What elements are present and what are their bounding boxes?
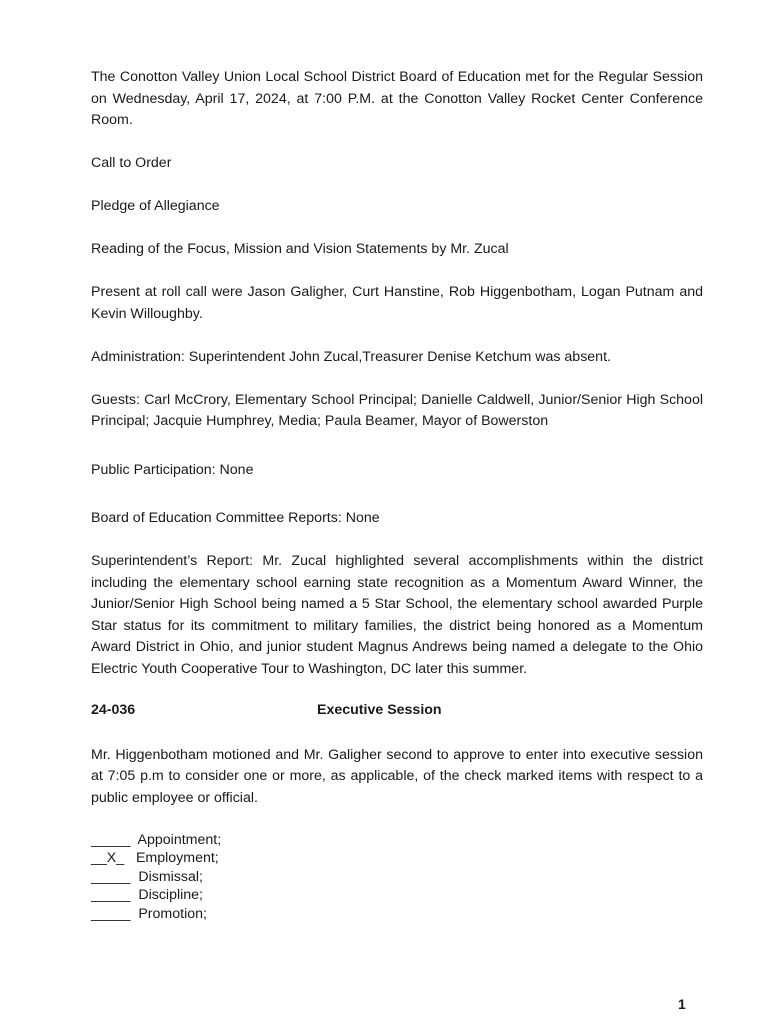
intro-paragraph: The Conotton Valley Union Local School District Board of Education met for the Regular Session on Wednesday, April 17, 2024, at 7:00 P.M. at the Conotton Valley Rocket Center Conference Room. xyxy=(91,69,703,128)
checklist-item-appointment: _____ Appointment; xyxy=(91,832,222,848)
checklist-item-promotion: _____ Promotion; xyxy=(91,905,207,922)
resolution-title: Executive Session xyxy=(317,701,442,718)
guests: Guests: Carl McCrory, Elementary School Principal; Danielle Caldwell, Junior/Senior High School Principal; Jacquie Humphrey, Media; Paula Beamer, Mayor of Bowerston xyxy=(91,391,703,429)
page-number: 1 xyxy=(678,996,686,1012)
reading-statements: Reading of the Focus, Mission and Vision Statements by Mr. Zucal xyxy=(91,241,509,257)
superintendent-report: Superintendent’s Report: Mr. Zucal highlighted several accomplishments within the district including the elementary school earning state recognition as a Momentum Award Winner, the Junior/Senior High School being named a 5 Star School, the elementary school awarded Purple Star status for its commitment to military families, the district being honored as a Momentum Award District in Ohio, and junior student Magnus Andrews being named a delegate to the Ohio Electric Youth Cooperative Tour to Washington, DC later this summer. xyxy=(91,553,703,677)
roll-call: Present at roll call were Jason Galigher, Curt Hanstine, Rob Higgenbotham, Logan Putnam and Kevin Willoughby. xyxy=(91,284,703,322)
resolution-heading xyxy=(91,702,703,724)
public-participation: Public Participation: None xyxy=(91,461,254,478)
resolution-number: 24-036 xyxy=(91,701,136,718)
pledge-of-allegiance: Pledge of Allegiance xyxy=(91,198,220,214)
checklist-item-discipline: _____ Discipline; xyxy=(91,887,203,904)
committee-reports: Board of Education Committee Reports: None xyxy=(91,510,380,526)
checklist-item-dismissal: _____ Dismissal; xyxy=(91,868,203,885)
executive-session-checklist xyxy=(91,831,703,923)
call-to-order: Call to Order xyxy=(91,155,172,171)
minutes-page xyxy=(91,67,703,923)
administration: Administration: Superintendent John Zucal,Treasurer Denise Ketchum was absent. xyxy=(91,348,611,365)
checklist-item-employment: __X_ Employment; xyxy=(91,850,219,867)
motion-paragraph: Mr. Higgenbotham motioned and Mr. Galigher second to approve to enter into executive session at 7:05 p.m to consider one or more, as applicable, of the check marked items with respect to a public employee or official. xyxy=(91,746,703,806)
